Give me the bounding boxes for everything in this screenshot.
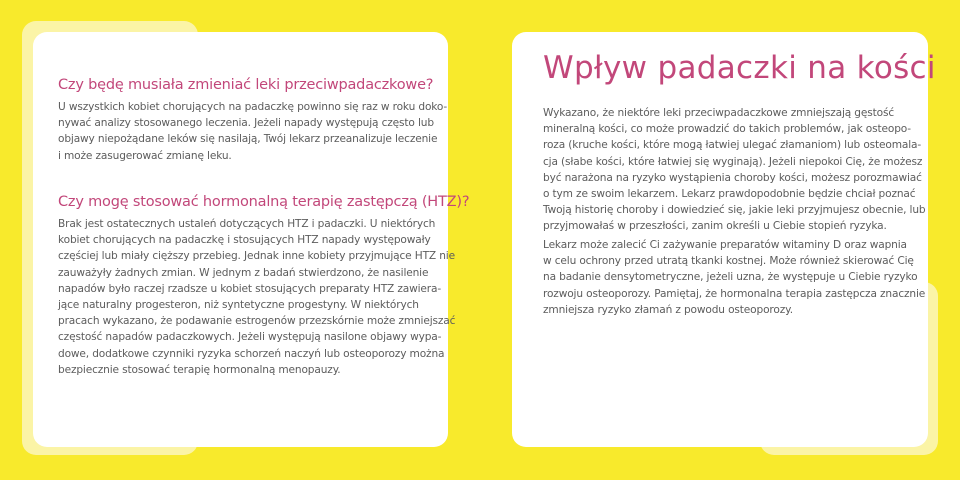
text-line: być narażona na ryzyko wystąpienia choroby kości, możesz porozmawiać — [543, 171, 922, 184]
right-card — [512, 32, 936, 447]
text-line: rozwoju osteoporozy. Pamiętaj, że hormonalna terapia zastępcza znacznie — [543, 287, 926, 300]
text-line: nywać analizy stosowanego leczenia. Jeżeli napady występują często lub — [58, 117, 434, 130]
text-line: Wykazano, że niektóre leki przeciwpadaczkowe zmniejszają gęstość — [543, 107, 894, 119]
text-line: bezpiecznie stosować terapię hormonalną menopauzy. — [58, 363, 341, 376]
text-line: w celu ochrony przed utratą tkanki kostnej. Może również skierować Cię — [543, 255, 914, 268]
question-medication-change: Czy będę musiała zmieniać leki przeciwpadaczkowe? — [58, 77, 434, 93]
text-line: zauważyły żadnych zmian. W jednym z badań stwierdzono, że nasilenie — [58, 266, 429, 279]
text-line: napadów było raczej rzadsze u kobiet stosujących preparaty HTZ zawiera- — [58, 282, 441, 295]
text-line: Brak jest ostatecznych ustaleń dotyczących HTZ i padaczki. U niektórych — [58, 218, 436, 230]
text-line: na badanie densytometryczne, jeżeli uzna, że występuje u Ciebie ryzyko — [543, 271, 918, 284]
text-line: częstość napadów padaczkowych. Jeżeli występują nasilone objawy wypa- — [58, 331, 442, 344]
text-line: częściej lub miały cięższy przebieg. Jednak inne kobiety przyjmujące HTZ nie — [58, 250, 455, 263]
text-line: objawy niepożądane leków się nasilają, Twój lekarz przeanalizuje leczenie — [58, 133, 438, 146]
text-line: U wszystkich kobiet chorujących na padaczkę powinno się raz w roku doko- — [58, 101, 448, 113]
question-hrt: Czy mogę stosować hormonalną terapię zastępczą (HTZ)? — [58, 194, 470, 210]
text-line: przyjmowałaś w przeszłości, zanim określi u Ciebie stopień ryzyka. — [543, 220, 887, 233]
bone-paragraph-1 — [543, 105, 925, 235]
left-card — [33, 32, 470, 447]
text-line: kobiet chorujących na padaczkę i stosujących HTZ napady występowały — [58, 234, 431, 247]
text-line: cja (słabe kości, które łatwiej się wyginają). Jeżeli niepokoi Cię, że możesz — [543, 155, 923, 168]
section-title: Wpływ padaczki na kości — [543, 50, 936, 86]
text-line: o tym ze swoim lekarzem. Lekarz prawdopodobnie będzie chciał poznać — [543, 188, 916, 201]
text-line: Lekarz może zalecić Ci zażywanie preparatów witaminy D oraz wapnia — [543, 239, 907, 251]
text-line: roza (kruche kości, które mogą łatwiej ulegać złamaniom) lub osteomala- — [543, 139, 922, 152]
text-line: i może zasugerować zmianę leku. — [58, 149, 232, 162]
bone-paragraph-2 — [543, 237, 925, 318]
answer-medication-change — [58, 99, 447, 164]
text-line: Twoją historię choroby i dowiedzieć się, jakie leki przyjmujesz obecnie, lub — [543, 204, 926, 217]
text-line: dowe, dodatkowe czynniki ryzyka schorzeń naczyń lub osteoporozy można — [58, 347, 445, 360]
answer-hrt — [58, 216, 455, 378]
text-line: mineralną kości, co może prowadzić do takich problemów, jak osteopo- — [543, 123, 911, 136]
text-line: pracach wykazano, że podawanie estrogenów przezskórnie może zmniejszać — [58, 315, 456, 328]
text-line: zmniejsza ryzyko złamań z powodu osteoporozy. — [543, 303, 793, 316]
text-line: jące naturalny progesteron, niż syntetyczne progestyny. W niektórych — [58, 299, 419, 312]
